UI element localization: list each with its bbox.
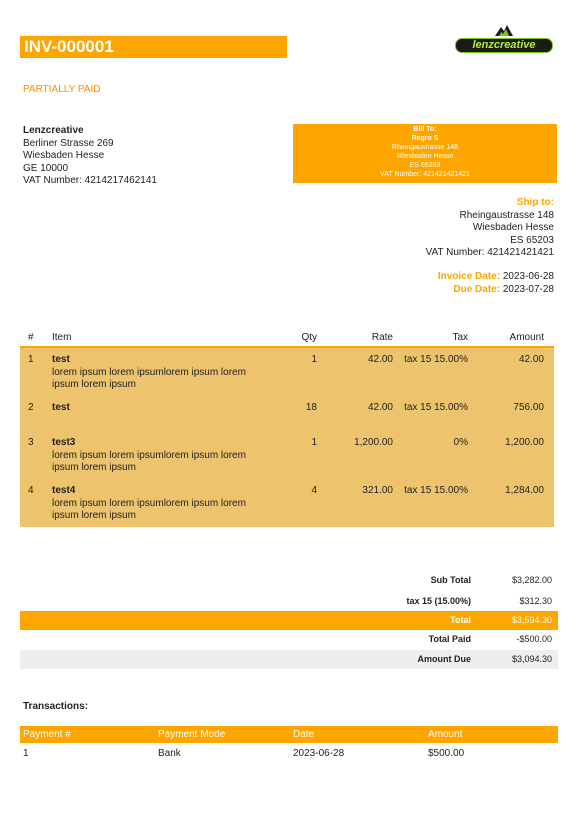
logo-text: lenzcreative <box>455 38 553 53</box>
item-description: lorem ipsum lorem ipsumlorem ipsum lorem ipsum lorem ipsum <box>52 366 246 390</box>
from-country-zip: GE 10000 <box>23 162 69 174</box>
row-item <box>52 437 262 475</box>
bill-to-vat: VAT Number: 421421421421 <box>380 171 470 178</box>
row-tax: tax 15 15.00% <box>404 402 468 413</box>
paid-row <box>20 630 558 649</box>
bill-to-box <box>293 124 557 183</box>
from-vat: VAT Number: 4214217462141 <box>23 175 157 186</box>
invoice-date-label: Invoice Date: <box>437 271 501 282</box>
item-title: test4 <box>52 485 76 496</box>
due-date-label: Due Date: <box>453 283 501 295</box>
tax-label: tax 15 (15.00%) <box>406 596 471 606</box>
row-qty: 4 <box>311 485 317 496</box>
ship-to-country-zip: ES 65203 <box>510 234 554 246</box>
row-item <box>52 402 262 415</box>
ship-to-label: Ship to: <box>516 197 554 208</box>
paid-value: -$500.00 <box>516 634 552 644</box>
item-description: lorem ipsum lorem ipsumlorem ipsum lorem ipsum lorem ipsum <box>52 497 246 521</box>
invoice-status: PARTIALLY PAID <box>23 84 101 95</box>
item-description: lorem ipsum lorem ipsumlorem ipsum lorem ipsum lorem ipsum <box>52 449 246 473</box>
row-rate: 321.00 <box>362 485 393 496</box>
col-amount: Amount <box>428 729 463 740</box>
subtotal-value: $3,282.00 <box>511 575 552 585</box>
bill-to-address-line: Rheingaustrasse 148 <box>391 144 459 151</box>
due-date-value: 2023-07-28 <box>502 283 554 295</box>
col-qty: Qty <box>301 332 317 343</box>
ship-to-city: Wiesbaden Hesse <box>472 222 554 233</box>
row-num: 1 <box>28 354 34 365</box>
invoice-dates <box>438 271 554 296</box>
ship-to-vat: VAT Number: 421421421421 <box>425 247 554 258</box>
row-amount: 42.00 <box>518 354 544 365</box>
row-num: 3 <box>28 437 34 448</box>
row-amount: 756.00 <box>513 402 544 413</box>
item-title: test <box>52 354 70 365</box>
row-rate: 42.00 <box>367 402 393 413</box>
subtotal-row <box>20 571 558 590</box>
table-row <box>20 745 558 762</box>
tx-date: 2023-06-28 <box>293 748 345 759</box>
col-item: Item <box>52 332 72 343</box>
bill-to-label: Bill To: <box>413 126 437 133</box>
tax-value: $312.30 <box>519 596 552 606</box>
ship-to-address-line: Rheingaustrasse 148 <box>459 209 554 221</box>
items-table-body <box>20 348 554 527</box>
total-label: Total <box>450 615 471 625</box>
row-num: 4 <box>28 485 34 496</box>
row-rate: 42.00 <box>367 354 393 365</box>
total-row <box>20 611 558 630</box>
tx-amount: $500.00 <box>428 748 465 759</box>
bill-to-country-zip: ES 65203 <box>409 162 441 169</box>
col-date: Date <box>293 729 315 740</box>
row-amount: 1,284.00 <box>505 485 544 496</box>
due-date-line <box>438 284 554 297</box>
col-num: # <box>28 332 34 343</box>
bill-to-city: Wiesbaden Hesse <box>396 153 454 160</box>
row-item <box>52 485 262 523</box>
row-qty: 1 <box>311 354 317 365</box>
invoice-date-value: 2023-06-28 <box>502 271 554 282</box>
row-amount: 1,200.00 <box>505 437 544 448</box>
col-tax: Tax <box>452 332 468 343</box>
amount-due-value: $3,094.30 <box>511 654 552 664</box>
transactions-title: Transactions: <box>23 701 89 712</box>
transactions-header <box>20 726 558 743</box>
row-num: 2 <box>28 402 34 413</box>
tx-payment-num: 1 <box>23 748 29 759</box>
item-title: test <box>52 402 70 413</box>
bill-to-name: Regro S <box>411 135 439 142</box>
row-rate: 1,200.00 <box>354 437 393 448</box>
col-rate: Rate <box>371 332 393 343</box>
from-city: Wiesbaden Hesse <box>23 150 105 161</box>
ship-to-address <box>426 197 554 260</box>
tx-payment-mode: Bank <box>158 748 181 759</box>
mountain-icon <box>495 24 513 36</box>
col-payment: Payment # <box>23 729 71 740</box>
col-amount: Amount <box>509 332 544 343</box>
row-qty: 1 <box>311 437 317 448</box>
amount-due-label: Amount Due <box>417 654 471 664</box>
item-title: test3 <box>52 437 76 448</box>
row-qty: 18 <box>305 402 317 413</box>
row-item <box>52 354 262 392</box>
total-value: $3,594.30 <box>511 615 552 625</box>
from-address <box>23 125 157 188</box>
col-payment-mode: Payment Mode <box>158 729 226 740</box>
items-table-header <box>20 329 554 348</box>
row-tax: 0% <box>453 437 468 448</box>
row-tax: tax 15 15.00% <box>404 354 468 365</box>
subtotal-label: Sub Total <box>430 575 471 585</box>
amount-due-row <box>20 650 558 669</box>
invoice-number: INV-000001 <box>20 36 287 58</box>
paid-label: Total Paid <box>428 634 471 644</box>
row-tax: tax 15 15.00% <box>404 485 468 496</box>
invoice-date-line <box>438 271 554 284</box>
from-address-line: Berliner Strasse 269 <box>23 137 114 149</box>
company-logo <box>455 24 553 54</box>
tax-row <box>20 592 558 611</box>
from-company: Lenzcreative <box>23 125 84 136</box>
